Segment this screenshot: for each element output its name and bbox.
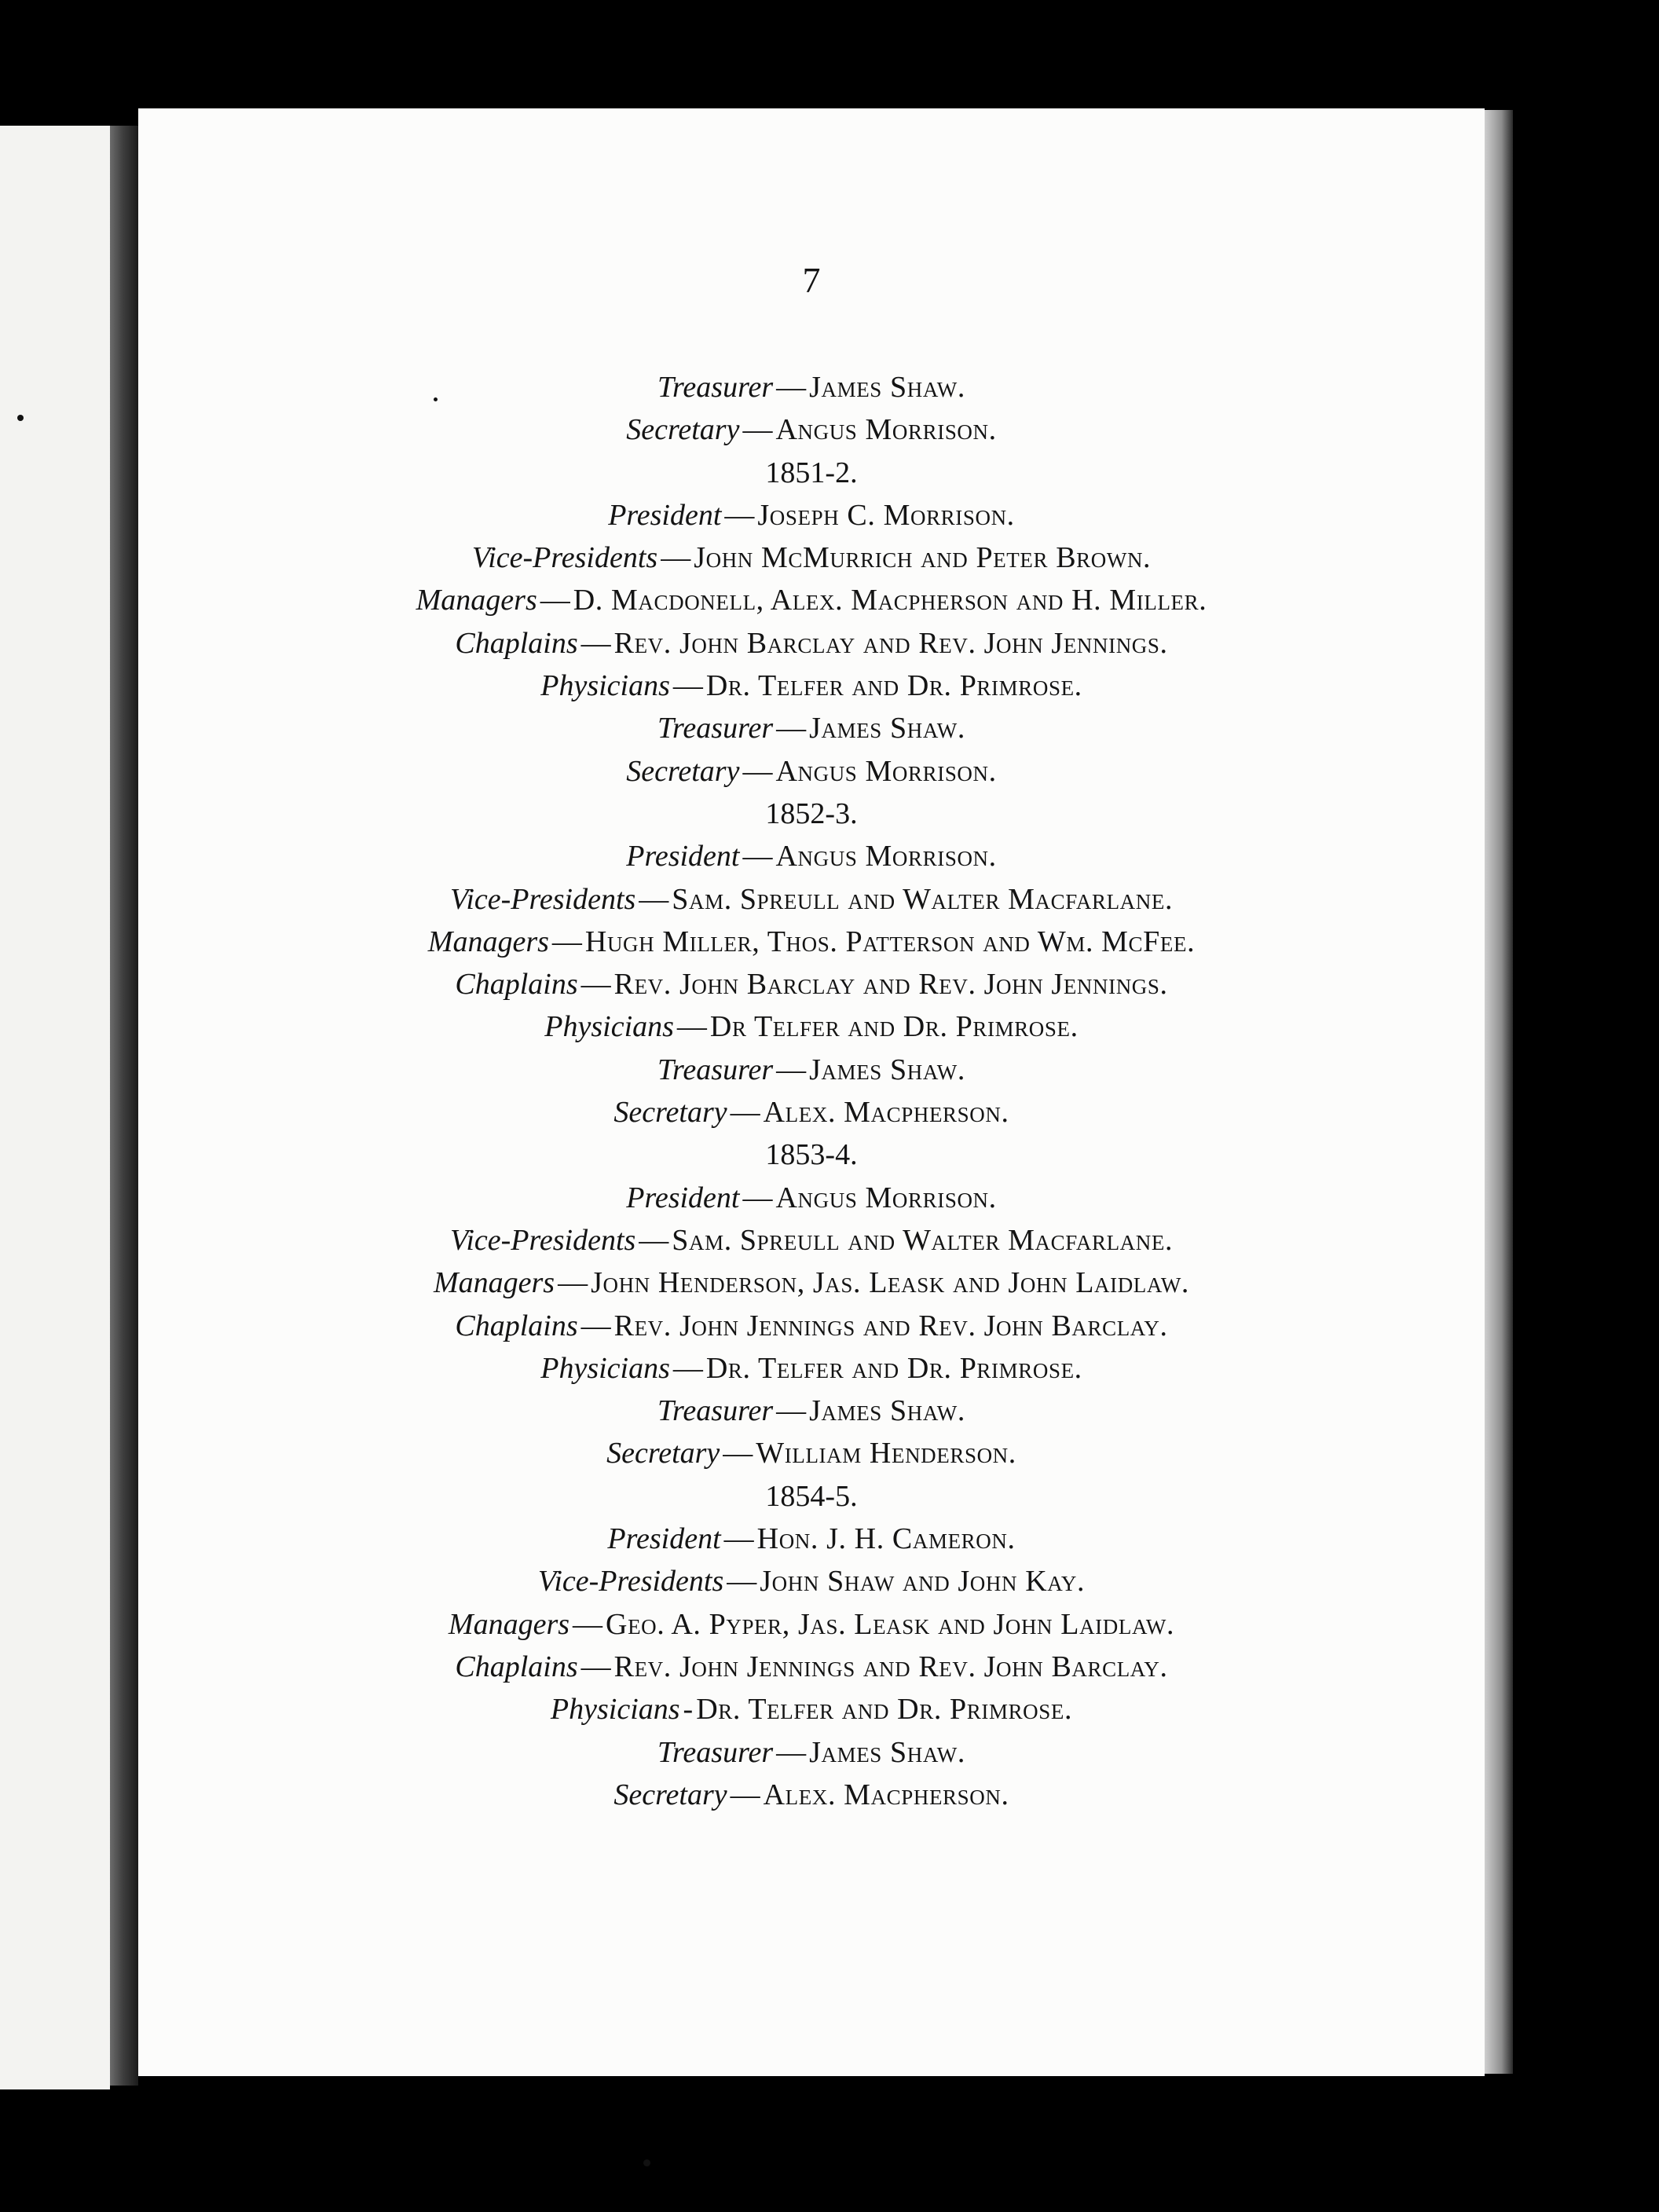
dash-separator: — [724,498,755,532]
office-title: Treasurer [657,1394,774,1428]
office-title: Managers [427,925,549,958]
officer-line [138,1560,1485,1602]
officer-line [138,1688,1485,1730]
dash-separator: — [742,840,773,873]
officer-line [138,1390,1485,1432]
office-title: Treasurer [657,1735,774,1769]
officer-line [138,494,1485,537]
officer-names: Sam. Spreull and Walter Macfarlane. [672,882,1174,916]
officer-line [138,1603,1485,1646]
officer-names: James Shaw. [809,1394,965,1428]
officer-line [138,1005,1485,1048]
ink-speck [434,397,438,401]
officer-names: Alex. Macpherson. [763,1778,1009,1811]
office-title: President [626,1181,740,1214]
officer-names: John McMurrich and Peter Brown. [694,541,1152,575]
officer-names: Rev. John Jennings and Rev. John Barclay. [613,1650,1168,1683]
officer-names: Rev. John Barclay and Rev. John Jennings. [613,626,1168,660]
dash-separator: — [639,1223,669,1257]
officer-line [138,1091,1485,1133]
officer-line [138,408,1485,451]
officer-line [138,750,1485,793]
dash-separator: — [672,669,703,703]
officer-names: Angus Morrison. [775,413,997,447]
dash-separator: — [723,1437,753,1470]
book-spine [110,126,138,2086]
officer-names: Angus Morrison. [775,1181,997,1214]
dash-separator: — [742,1181,773,1214]
office-title: Treasurer [657,371,774,404]
office-title: President [626,840,740,873]
officer-line [138,622,1485,665]
office-title: President [607,1522,721,1556]
officer-names: James Shaw. [809,1053,965,1086]
dash-separator: — [580,968,611,1002]
officer-line [138,366,1485,408]
officer-line [138,835,1485,877]
dash-separator: — [661,541,691,575]
officer-line [138,1731,1485,1774]
dash-separator: — [672,1351,703,1385]
office-title: Physicians [544,1010,674,1044]
officer-names: Dr Telfer and Dr. Primrose. [709,1010,1079,1044]
book-page [138,108,1485,2076]
office-title: Physicians [540,669,670,703]
dash-separator: — [776,371,807,404]
officer-line [138,878,1485,921]
office-title: Secretary [613,1778,727,1811]
year-heading: 1853-4. [765,1138,858,1172]
dash-separator: — [573,1607,603,1641]
dash-separator: — [742,754,773,788]
officer-line [138,537,1485,579]
officer-line [138,1219,1485,1262]
office-title: Chaplains [455,1650,578,1683]
officer-line [138,963,1485,1005]
officer-names: Hugh Miller, Thos. Patterson and Wm. McFee. [584,925,1196,958]
office-title: Managers [433,1266,555,1300]
officer-names: James Shaw. [809,371,965,404]
officer-names: James Shaw. [809,1735,965,1769]
officer-names: Dr. Telfer and Dr. Primrose. [696,1693,1073,1727]
office-title: Secretary [626,413,740,447]
office-title: Treasurer [657,712,774,745]
officer-names: Rev. John Jennings and Rev. John Barclay. [613,1309,1168,1342]
officer-names: Sam. Spreull and Walter Macfarlane. [672,1223,1174,1257]
officer-line [138,921,1485,963]
facing-page-edge [0,126,110,2089]
officer-line [138,665,1485,707]
officer-line [138,1432,1485,1474]
dash-separator: — [776,712,807,745]
ink-speck [17,415,24,421]
office-title: Secretary [613,1096,727,1130]
page-stack-edge [1485,110,1513,2074]
ink-speck [643,2159,650,2166]
office-title: Secretary [626,754,740,788]
dash-separator: — [776,1735,807,1769]
officer-line [138,1177,1485,1219]
dash-separator: — [723,1522,754,1556]
officers-list [138,366,1485,1816]
office-title: Chaplains [455,968,578,1002]
officer-line [138,1262,1485,1304]
dash-separator: — [540,584,570,617]
office-title: Managers [448,1607,570,1641]
officer-names: Geo. A. Pyper, Jas. Leask and John Laidlaw. [606,1607,1175,1641]
dash-separator: — [742,413,773,447]
officer-line [138,579,1485,621]
dash-separator: — [730,1096,760,1130]
officer-line [138,1305,1485,1347]
officer-names: James Shaw. [809,712,965,745]
officer-names: John Henderson, Jas. Leask and John Laidlaw. [591,1266,1190,1300]
year-heading: 1852-3. [765,797,858,830]
dash-separator: — [639,882,669,916]
year-heading: 1851-2. [765,456,858,489]
officer-names: D. Macdonell, Alex. Macpherson and H. Miller. [573,584,1207,617]
officer-names: Angus Morrison. [775,840,997,873]
officer-names: Dr. Telfer and Dr. Primrose. [705,1351,1082,1385]
office-title: Physicians [540,1351,670,1385]
dash-separator: — [558,1266,588,1300]
officer-line [138,1646,1485,1688]
dash-separator: — [776,1053,807,1086]
office-title: Vice-Presidents [537,1565,724,1599]
officer-names: Hon. J. H. Cameron. [756,1522,1016,1556]
officer-names: Dr. Telfer and Dr. Primrose. [705,669,1082,703]
dash-separator: — [676,1010,707,1044]
officer-line [138,707,1485,749]
officer-names: Angus Morrison. [775,754,997,788]
office-title: Vice-Presidents [449,882,636,916]
officer-names: William Henderson. [756,1437,1016,1470]
officer-names: John Shaw and John Kay. [760,1565,1086,1599]
dash-separator: — [580,1650,611,1683]
officer-names: Joseph C. Morrison. [757,498,1015,532]
officer-line [138,1518,1485,1560]
office-title: Physicians [550,1693,680,1727]
office-title: Managers [416,584,537,617]
dash-separator: — [727,1565,757,1599]
office-title: Vice-Presidents [471,541,658,575]
dash-separator: — [776,1394,807,1428]
officer-line [138,1049,1485,1091]
officer-line [138,1774,1485,1816]
officer-names: Alex. Macpherson. [763,1096,1009,1130]
office-title: Secretary [606,1437,720,1470]
dash-separator: — [580,1309,611,1342]
dash-separator: — [580,626,611,660]
officer-names: Rev. John Barclay and Rev. John Jennings. [613,968,1168,1002]
year-heading: 1854-5. [765,1479,858,1513]
office-title: Treasurer [657,1053,774,1086]
office-title: President [608,498,722,532]
page-number: 7 [802,260,821,300]
dash-separator: — [730,1778,760,1811]
office-title: Vice-Presidents [449,1223,636,1257]
officer-line [138,1347,1485,1390]
office-title: Chaplains [455,626,578,660]
office-title: Chaplains [455,1309,578,1342]
dash-separator: — [551,925,582,958]
dash-separator: - [683,1693,694,1727]
